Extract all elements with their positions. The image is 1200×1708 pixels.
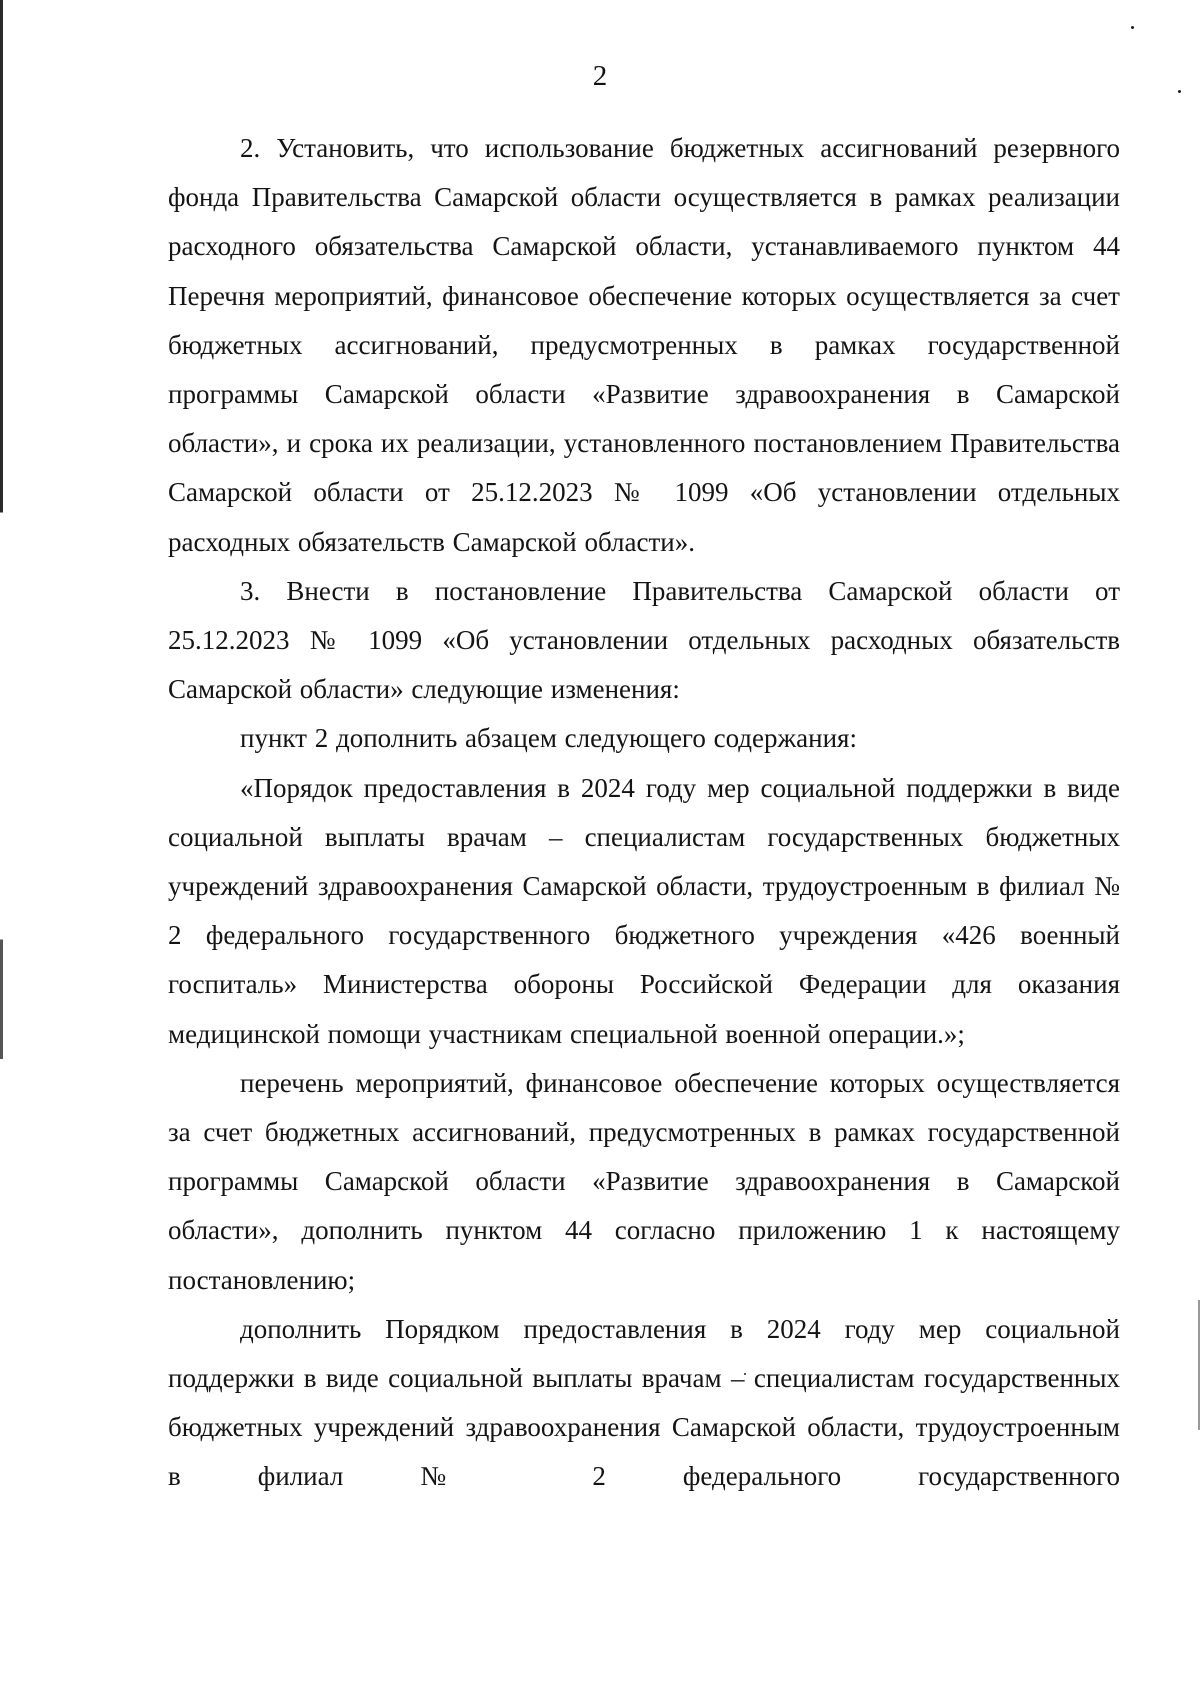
paragraph-amend-order: дополнить Порядком предоставления в 2024 году мер социальной поддержки в виде социальной выплаты врачам – специалистам государственных бюджетных учреждений здравоохранения Самарской области, трудоустроенным в филиал № 2 федерального государственного: [168, 1313, 1120, 1492]
page-number: 2: [592, 60, 608, 92]
paragraph-amend-list: перечень мероприятий, финансовое обеспечение которых осуществляется за счет бюджетных ассигнований, предусмотренных в рамках государственной программы Самарской области «Развитие здравоохранения в Самарской области», дополнить пунктом 44 согласно приложению 1 к настоящему постановлению;: [168, 1067, 1120, 1295]
paragraph-item-3: 3. Внести в постановление Правительства Самарской области от 25.12.2023 № 1099 «Об установлении отдельных расходных обязательств Самарской области» следующие изменения:: [168, 575, 1120, 705]
paragraph-amend-point-2: пункт 2 дополнить абзацем следующего содержания:: [240, 723, 857, 754]
paragraph-item-2: 2. Установить, что использование бюджетных ассигнований резервного фонда Правительства Самарской области осуществляется в рамках реализации расходного обязательства Самарской области, устанавливаемого пунктом 44 Перечня мероприятий, финансовое обеспечение которых осуществляется за счет бюджетных ассигнований, предусмотренных в рамках государственной программы Самарской области «Развитие здравоохранения в Самарской области», и срока их реализации, установленного постановлением Правительства Самарской области от 25.12.2023 № 1099 «Об установлении отдельных расходных обязательств Самарской области».: [168, 133, 1120, 557]
scan-speck: [1131, 26, 1134, 29]
scan-edge-left: [0, 0, 3, 1708]
document-body: [168, 124, 1120, 1502]
paragraph-quoted-order: «Порядок предоставления в 2024 году мер социальной поддержки в виде социальной выплаты врачам – специалистам государственных бюджетных учреждений здравоохранения Самарской области, трудоустроенным в филиал № 2 федерального государственного бюджетного учреждения «426 военный госпиталь» Министерства обороны Российской Федерации для оказания медицинской помощи участникам специальной военной операции.»;: [168, 772, 1120, 1049]
